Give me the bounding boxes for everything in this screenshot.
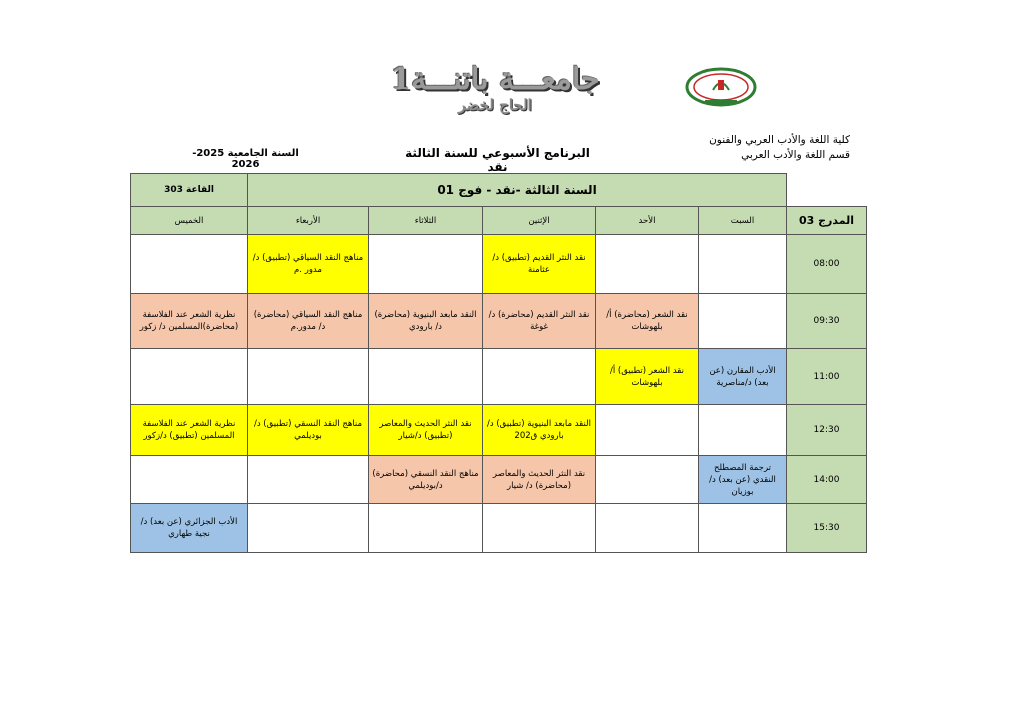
day-header: السبت — [699, 207, 787, 235]
course-cell: مناهج النقد النسقي (محاضرة) د/بوديلمي — [369, 456, 483, 504]
empty-cell — [596, 235, 699, 294]
table-row — [131, 349, 867, 405]
course-cell: نقد النثر الحديث والمعاصر (محاضرة) د/ شيار — [483, 456, 596, 504]
hall-label: القاعة 303 — [131, 174, 248, 207]
weekly-schedule-table — [130, 173, 867, 553]
course-cell: النقد مابعد البنيوية (تطبيق) د/بارودي ق202 — [483, 405, 596, 456]
empty-cell — [483, 504, 596, 553]
university-subtitle: الحاج لخضر — [458, 96, 532, 114]
course-cell: نقد النثر القديم (تطبيق) د/عثامنة — [483, 235, 596, 294]
time-slot: 09:30 — [787, 294, 867, 349]
course-cell: نقد النثر الحديث والمعاصر (تطبيق) د/شيار — [369, 405, 483, 456]
empty-cell — [369, 235, 483, 294]
empty-corner — [787, 174, 867, 207]
day-header: الأحد — [596, 207, 699, 235]
empty-cell — [131, 456, 248, 504]
empty-cell — [248, 504, 369, 553]
days-header-row — [131, 207, 867, 235]
course-cell: مناهج النقد السياقي (محاضرة) د/ مدور.م — [248, 294, 369, 349]
group-title: السنة الثالثة -نقد - فوج 01 — [248, 174, 787, 207]
empty-cell — [131, 235, 248, 294]
empty-cell — [369, 349, 483, 405]
empty-cell — [699, 504, 787, 553]
table-row — [131, 235, 867, 294]
empty-cell — [248, 349, 369, 405]
time-slot: 12:30 — [787, 405, 867, 456]
table-row — [131, 405, 867, 456]
course-cell: النقد مابعد البنيوية (محاضرة) د/ بارودي — [369, 294, 483, 349]
department-name: قسم اللغة والأدب العربي — [741, 149, 850, 161]
course-cell: نقد الشعر (محاضرة) أ/ بلهوشات — [596, 294, 699, 349]
table-row — [131, 456, 867, 504]
course-cell: ترجمة المصطلح النقدي (عن بعد) د/ بوزيان — [699, 456, 787, 504]
time-slot: 15:30 — [787, 504, 867, 553]
university-name: جامعـــة باتنـــة1 — [390, 62, 600, 97]
course-cell: نقد النثر القديم (محاضرة) د/ غوغة — [483, 294, 596, 349]
empty-cell — [131, 349, 248, 405]
course-cell: نظرية الشعر عند الفلاسفة (محاضرة)المسلمين د/ زكور — [131, 294, 248, 349]
time-slot: 08:00 — [787, 235, 867, 294]
empty-cell — [699, 294, 787, 349]
academic-year: السنة الجامعية 2025-2026 — [192, 148, 299, 170]
empty-cell — [699, 405, 787, 456]
course-cell: الأدب الجزائري (عن بعد) د/ نجية طهاري — [131, 504, 248, 553]
course-cell: نقد الشعر (تطبيق) أ/بلهوشات — [596, 349, 699, 405]
empty-cell — [596, 456, 699, 504]
empty-cell — [596, 405, 699, 456]
empty-cell — [483, 349, 596, 405]
university-logo — [683, 66, 759, 108]
course-cell: مناهج النقد السياقي (تطبيق) د/ مدور .م — [248, 235, 369, 294]
amphi-label: المدرج 03 — [787, 207, 867, 235]
faculty-name: كلية اللغة والأدب العربي والفنون — [709, 134, 850, 146]
empty-cell — [369, 504, 483, 553]
table-row — [131, 294, 867, 349]
course-cell: نظرية الشعر عند الفلاسفة المسلمين (تطبيق) د/زكور — [131, 405, 248, 456]
day-header: الأربعاء — [248, 207, 369, 235]
time-slot: 14:00 — [787, 456, 867, 504]
program-title: البرنامج الأسبوعي للسنة الثالثة نقد — [405, 146, 590, 174]
day-header: الإثنين — [483, 207, 596, 235]
faculty-block — [700, 133, 850, 163]
day-header: الخميس — [131, 207, 248, 235]
table-title-row — [131, 174, 867, 207]
empty-cell — [699, 235, 787, 294]
course-cell: مناهج النقد النسقي (تطبيق) د/بوديلمي — [248, 405, 369, 456]
course-cell: الأدب المقارن (عن بعد) د/مناصرية — [699, 349, 787, 405]
empty-cell — [248, 456, 369, 504]
empty-cell — [596, 504, 699, 553]
time-slot: 11:00 — [787, 349, 867, 405]
table-row — [131, 504, 867, 553]
day-header: الثلاثاء — [369, 207, 483, 235]
